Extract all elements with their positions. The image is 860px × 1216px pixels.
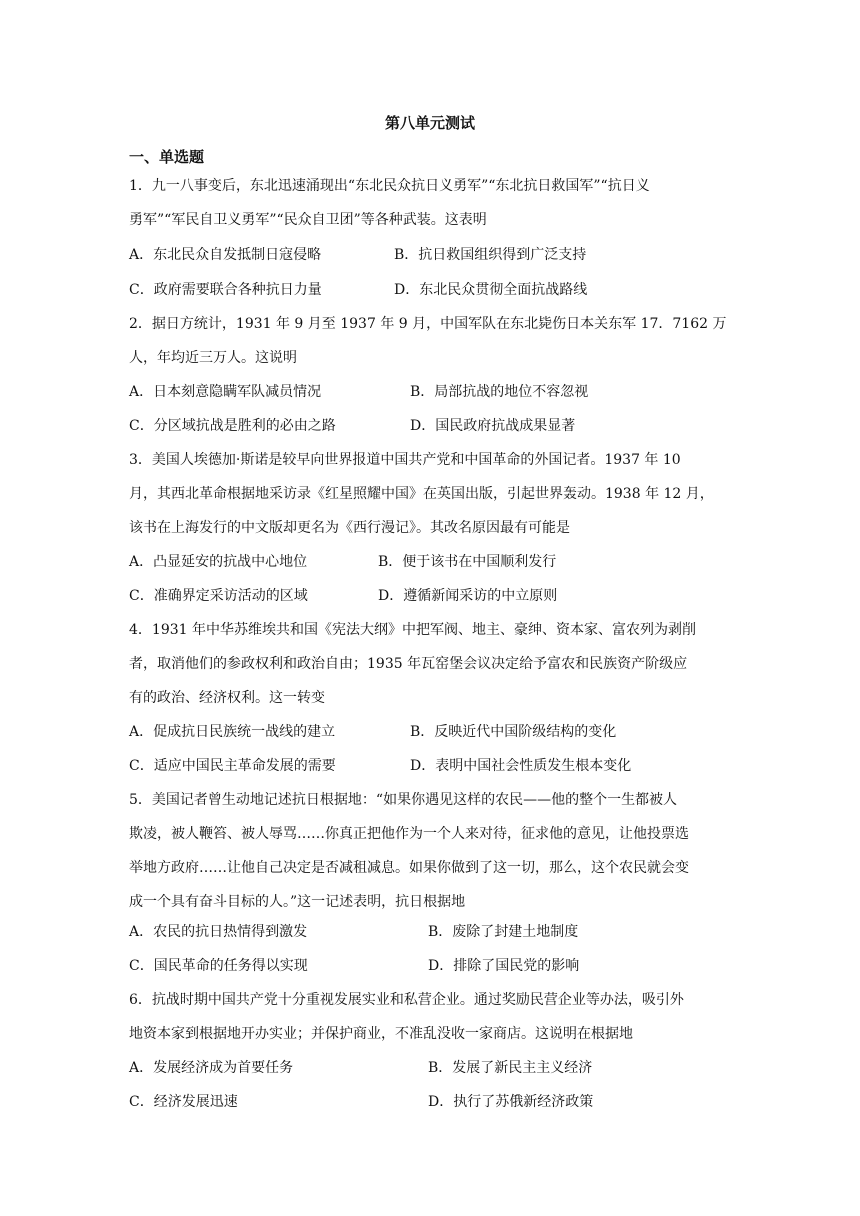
question-5-line-3: 举地方政府……让他自己决定是否减租减息。如果你做到了这一切，那么，这个农民就会变: [129, 860, 689, 876]
section-heading: 一、单选题: [129, 148, 205, 166]
question-2-line-1: 2．据日方统计，1931 年 9 月至 1937 年 9 月，中国军队在东北毙伤日本关东军 17．7162 万: [129, 316, 727, 332]
question-3-line-3: 该书在上海发行的中文版却更名为《西行漫记》。其改名原因最有可能是: [129, 520, 570, 536]
question-2-option-a: A．日本刻意隐瞒军队减员情况: [129, 384, 322, 400]
question-3-option-a: A．凸显延安的抗战中心地位: [129, 554, 308, 570]
question-3-option-c: C．准确界定采访活动的区域: [129, 588, 308, 604]
question-6-option-b: B．发展了新民主主义经济: [428, 1060, 593, 1076]
question-4-option-a: A．促成抗日民族统一战线的建立: [129, 724, 336, 740]
question-1-line-1: 1．九一八事变后，东北迅速涌现出“东北民众抗日义勇军”“东北抗日救国军”“抗日义: [129, 178, 650, 194]
question-2-line-2: 人，年均近三万人。这说明: [129, 350, 297, 366]
question-4-option-b: B．反映近代中国阶级结构的变化: [410, 724, 617, 740]
question-6-line-2: 地资本家到根据地开办实业；并保护商业，不准乱没收一家商店。这说明在根据地: [129, 1026, 633, 1042]
question-4-line-2: 者，取消他们的参政权利和政治自由；1935 年瓦窑堡会议决定给予富农和民族资产阶级应: [129, 656, 688, 672]
question-3-line-2: 月，其西北革命根据地采访录《红星照耀中国》在英国出版，引起世界轰动。1938 年 12 月，: [129, 486, 714, 502]
question-2-option-b: B．局部抗战的地位不容忽视: [410, 384, 589, 400]
question-6-option-d: D．执行了苏俄新经济政策: [428, 1094, 594, 1110]
question-6-option-c: C．经济发展迅速: [129, 1094, 238, 1110]
question-3-line-1: 3．美国人埃德加·斯诺是较早向世界报道中国共产党和中国革命的外国记者。1937 年 10: [129, 452, 681, 468]
question-5-line-2: 欺凌，被人鞭笞、被人辱骂……你真正把他作为一个人来对待，征求他的意见，让他投票选: [129, 826, 689, 842]
question-1-line-2: 勇军”“军民自卫义勇军”“民众自卫团”等各种武装。这表明: [129, 212, 487, 228]
question-1-option-a: A．东北民众自发抵制日寇侵略: [129, 247, 322, 263]
question-1-option-b: B．抗日救国组织得到广泛支持: [394, 247, 587, 263]
question-3-option-d: D．遵循新闻采访的中立原则: [378, 588, 558, 604]
question-6-line-1: 6．抗战时期中国共产党十分重视发展实业和私营企业。通过奖励民营企业等办法，吸引外: [129, 992, 684, 1008]
question-5-option-c: C．国民革命的任务得以实现: [129, 958, 308, 974]
question-2-option-c: C．分区域抗战是胜利的必由之路: [129, 418, 336, 434]
question-2-option-d: D．国民政府抗战成果显著: [410, 418, 576, 434]
question-1-option-c: C．政府需要联合各种抗日力量: [129, 282, 322, 298]
question-5-option-d: D．排除了国民党的影响: [428, 958, 580, 974]
question-5-line-1: 5．美国记者曾生动地记述抗日根据地：“如果你遇见这样的农民——他的整个一生都被人: [129, 792, 678, 808]
question-6-option-a: A．发展经济成为首要任务: [129, 1060, 294, 1076]
question-5-option-a: A．农民的抗日热情得到激发: [129, 924, 308, 940]
question-3-option-b: B．便于该书在中国顺利发行: [378, 554, 557, 570]
question-4-option-c: C．适应中国民主革命发展的需要: [129, 758, 336, 774]
question-1-option-d: D．东北民众贯彻全面抗战路线: [394, 282, 588, 298]
question-4-line-1: 4．1931 年中华苏维埃共和国《宪法大纲》中把军阀、地主、豪绅、资本家、富农列为剥削: [129, 622, 696, 638]
question-5-line-4: 成一个具有奋斗目标的人。”这一记述表明，抗日根据地: [129, 894, 466, 910]
question-4-line-3: 有的政治、经济权利。这一转变: [129, 690, 325, 706]
question-4-option-d: D．表明中国社会性质发生根本变化: [410, 758, 632, 774]
page-title: 第八单元测试: [384, 114, 475, 132]
question-5-option-b: B．废除了封建土地制度: [428, 924, 579, 940]
